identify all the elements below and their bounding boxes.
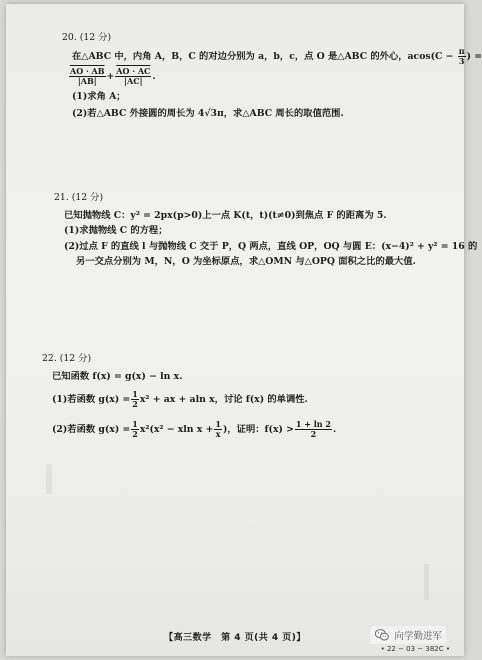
- plus-sign: +: [106, 71, 115, 82]
- vector-fraction-ab: $\frac{AO \cdot AB}{|AB|}$: [70, 66, 105, 86]
- one-over-x-fraction: $\frac{1}{x}$: [215, 419, 221, 439]
- bleed-through-mark: [424, 564, 429, 600]
- page-footer: 【高三数学 第 4 页(共 4 页)】: [164, 633, 306, 643]
- question-20-heading: 20. (12 分): [62, 32, 112, 43]
- question-20-statement: [62, 46, 482, 66]
- question-20-vector-equation: [62, 67, 457, 89]
- question-21: [54, 190, 478, 269]
- result-fraction: $\frac{1 + \ln 2}{2}$: [295, 419, 331, 439]
- pi-over-3-fraction: $\frac{\pi}{3}$: [458, 46, 465, 66]
- watermark-text: 向学勤进军: [394, 631, 442, 642]
- question-20-part-1: (1)求角 A；: [72, 91, 126, 102]
- question-20-text-1: 在△ABC 中，内角 A，B，C 的对边分别为 a，b，c，点 O 是△ABC 的外心，acos(C −: [72, 51, 457, 62]
- question-20: [62, 30, 482, 121]
- part-1-text-a: (1)若函数 g(x) =: [52, 394, 131, 405]
- question-22-part-2: [42, 420, 437, 442]
- question-22-statement: 已知函数 f(x) = g(x) − ln x.: [52, 371, 183, 382]
- question-21-part-2-line-1: (2)过点 F 的直线 l 与抛物线 C 交于 P，Q 两点，直线 OP，OQ 与圆 E：(x−4)² + y² = 16 的: [64, 241, 478, 252]
- part-2-end: .: [332, 424, 337, 435]
- question-22-part-1: [42, 390, 437, 412]
- question-21-statement: 已知抛物线 C：y² = 2px(p>0)上一点 K(t，t)(t≠0)到焦点 F 的距离为 5.: [64, 210, 387, 221]
- wechat-icon: [374, 627, 390, 643]
- exam-code: • 22 − 03 − 382C •: [380, 645, 450, 653]
- question-21-heading: 21. (12 分): [54, 192, 104, 203]
- part-2-text-c: )，证明：f(x) >: [222, 424, 294, 435]
- part-1-text-b: x² + ax + aln x，讨论 f(x) 的单调性.: [139, 394, 308, 405]
- question-22: [42, 351, 437, 442]
- exam-page: [6, 4, 482, 656]
- half-fraction: $\frac{1}{2}$: [132, 389, 138, 409]
- question-22-heading: 22. (12 分): [42, 353, 92, 364]
- half-fraction: $\frac{1}{2}$: [132, 419, 138, 439]
- question-20-part-2: (2)若△ABC 外接圆的周长为 4√3π，求△ABC 周长的取值范围.: [72, 108, 344, 119]
- question-21-part-2-line-2: 另一交点分别为 M，N，O 为坐标原点，求△OMN 与△OPQ 面积之比的最大值.: [76, 256, 416, 267]
- question-21-part-1: (1)求抛物线 C 的方程；: [64, 225, 168, 236]
- bleed-through-mark: [46, 464, 52, 494]
- vector-fraction-ac: $\frac{AO \cdot AC}{|AC|}$: [116, 66, 151, 86]
- watermark: [370, 626, 446, 644]
- part-2-text-b: x²(x² − xln x +: [139, 424, 214, 435]
- equation-end: .: [152, 71, 156, 82]
- question-20-text-1-end: ) =: [466, 51, 482, 62]
- part-2-text-a: (2)若函数 g(x) =: [52, 424, 131, 435]
